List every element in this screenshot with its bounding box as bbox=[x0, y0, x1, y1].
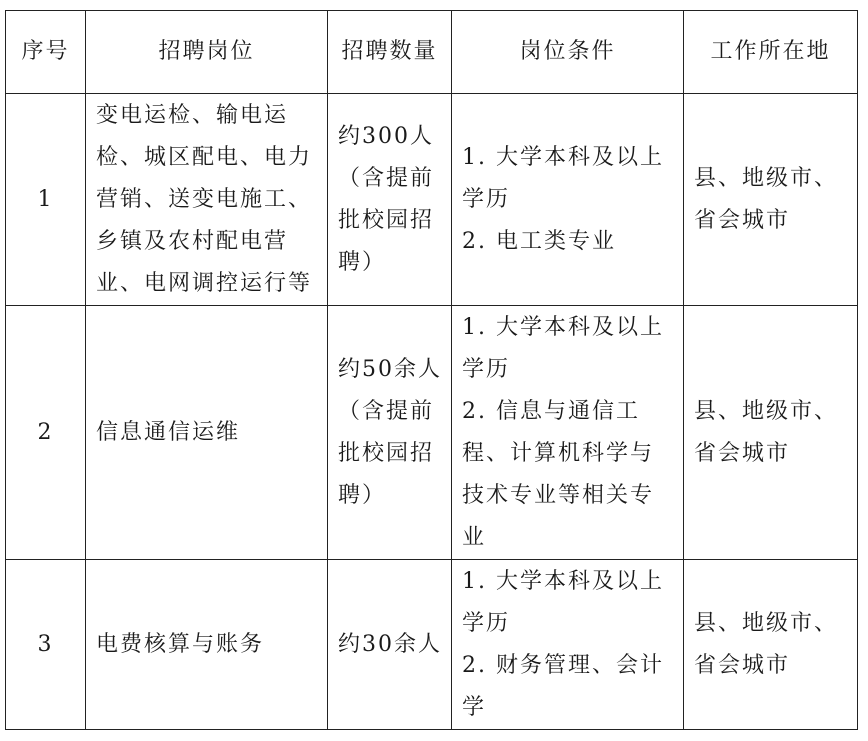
row-location bbox=[684, 560, 858, 730]
row-index: 3 bbox=[6, 560, 86, 730]
table-header-row bbox=[6, 11, 858, 94]
count-line: 聘） bbox=[338, 249, 387, 275]
table-row bbox=[6, 94, 858, 306]
location-line: 县、地级市、 bbox=[694, 398, 839, 424]
row-position bbox=[86, 306, 328, 560]
requirement-line: 业 bbox=[462, 524, 487, 550]
count-line: 约50余人 bbox=[338, 356, 442, 382]
count-line: 聘） bbox=[338, 482, 387, 508]
location-line: 省会城市 bbox=[694, 207, 791, 233]
requirement-line: 学历 bbox=[462, 186, 511, 212]
row-position bbox=[86, 560, 328, 730]
requirement-line: 程、计算机科学与 bbox=[462, 440, 655, 466]
row-count bbox=[328, 94, 452, 306]
position-line: 乡镇及农村配电营 bbox=[96, 228, 289, 254]
header-position: 招聘岗位 bbox=[86, 11, 328, 94]
requirement-line: 学 bbox=[462, 694, 487, 720]
row-requirements bbox=[452, 560, 684, 730]
position-line: 信息通信运维 bbox=[96, 419, 241, 445]
row-requirements bbox=[452, 306, 684, 560]
location-line: 省会城市 bbox=[694, 652, 791, 678]
row-location bbox=[684, 306, 858, 560]
table-row bbox=[6, 560, 858, 730]
position-line: 变电运检、输电运 bbox=[96, 102, 289, 128]
count-line: 约300人 bbox=[338, 123, 434, 149]
location-line: 县、地级市、 bbox=[694, 165, 839, 191]
row-requirements bbox=[452, 94, 684, 306]
row-position bbox=[86, 94, 328, 306]
position-line: 业、电网调控运行等 bbox=[96, 270, 313, 296]
position-line: 电费核算与账务 bbox=[96, 631, 265, 657]
table-row bbox=[6, 306, 858, 560]
location-line: 省会城市 bbox=[694, 440, 791, 466]
count-line: （含提前 bbox=[338, 165, 435, 191]
header-count: 招聘数量 bbox=[328, 11, 452, 94]
header-index: 序号 bbox=[6, 11, 86, 94]
row-index: 1 bbox=[6, 94, 86, 306]
count-line: 约30余人 bbox=[338, 631, 442, 657]
requirement-line: 2. 信息与通信工 bbox=[462, 398, 640, 424]
requirement-line: 2. 财务管理、会计 bbox=[462, 652, 664, 678]
count-line: （含提前 bbox=[338, 398, 435, 424]
location-line: 县、地级市、 bbox=[694, 610, 839, 636]
count-line: 批校园招 bbox=[338, 440, 435, 466]
requirement-line: 2. 电工类专业 bbox=[462, 228, 616, 254]
row-count bbox=[328, 560, 452, 730]
position-line: 检、城区配电、电力 bbox=[96, 144, 313, 170]
requirement-line: 学历 bbox=[462, 356, 511, 382]
requirement-line: 1. 大学本科及以上 bbox=[462, 568, 664, 594]
count-line: 批校园招 bbox=[338, 207, 435, 233]
requirement-line: 1. 大学本科及以上 bbox=[462, 314, 664, 340]
recruitment-table bbox=[5, 10, 858, 730]
row-location bbox=[684, 94, 858, 306]
row-index: 2 bbox=[6, 306, 86, 560]
requirement-line: 技术专业等相关专 bbox=[462, 482, 655, 508]
requirement-line: 学历 bbox=[462, 610, 511, 636]
row-count bbox=[328, 306, 452, 560]
requirement-line: 1. 大学本科及以上 bbox=[462, 144, 664, 170]
header-location: 工作所在地 bbox=[684, 11, 858, 94]
header-requirements: 岗位条件 bbox=[452, 11, 684, 94]
position-line: 营销、送变电施工、 bbox=[96, 186, 313, 212]
